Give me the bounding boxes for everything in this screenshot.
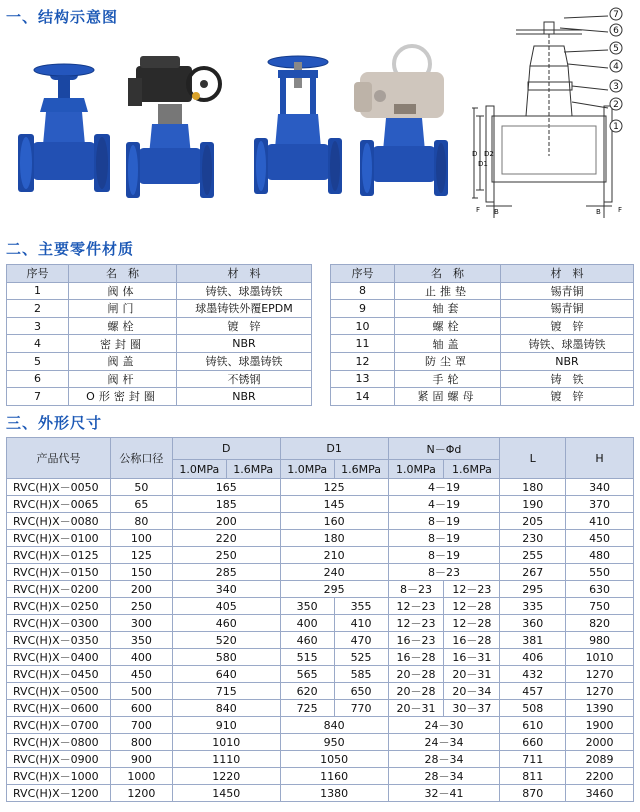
table-row	[7, 335, 312, 353]
table-row	[7, 751, 634, 768]
value-l: 180	[500, 479, 566, 496]
dim-label-B-left: B	[494, 208, 499, 216]
nominal-diameter: 1200	[110, 785, 172, 802]
value-d: 250	[172, 547, 280, 564]
svg-text:2: 2	[613, 100, 619, 110]
value-d: 405	[172, 598, 280, 615]
value-l: 230	[500, 530, 566, 547]
nominal-diameter: 200	[110, 581, 172, 598]
nominal-diameter: 125	[110, 547, 172, 564]
part-name: 轴盖	[395, 335, 501, 353]
product-code: RVC(H)X－0900	[7, 751, 111, 768]
col-header-code: 产品代号	[7, 438, 111, 479]
part-material: 铸铁、球墨铸铁	[177, 282, 312, 300]
value-n-1-6mpa: 16－28	[444, 632, 500, 649]
nominal-diameter: 80	[110, 513, 172, 530]
table-row	[7, 388, 312, 406]
value-n: 24－30	[388, 717, 500, 734]
value-l: 711	[500, 751, 566, 768]
value-n: 8－19	[388, 513, 500, 530]
table-row	[7, 479, 634, 496]
part-no: 2	[7, 300, 69, 318]
value-l: 295	[500, 581, 566, 598]
value-d1-1-0mpa: 400	[280, 615, 334, 632]
value-d1-1-6mpa: 585	[334, 666, 388, 683]
value-l: 660	[500, 734, 566, 751]
value-n-1-6mpa: 12－28	[444, 598, 500, 615]
product-code: RVC(H)X－0450	[7, 666, 111, 683]
col-header-material: 材 料	[501, 265, 634, 283]
col-header-N: N－Φd	[388, 438, 500, 460]
table-row	[331, 300, 634, 318]
value-d1: 125	[280, 479, 388, 496]
value-h: 3460	[566, 785, 634, 802]
part-material: 球墨铸铁外覆EPDM	[177, 300, 312, 318]
value-l: 406	[500, 649, 566, 666]
table-row	[7, 666, 634, 683]
part-material: NBR	[177, 335, 312, 353]
section-title-structure: 一、结构示意图	[6, 8, 119, 26]
dim-label-D1: D1	[478, 160, 488, 168]
value-n-1-6mpa: 12－28	[444, 615, 500, 632]
col-header-D-p2: 1.6MPa	[226, 460, 280, 479]
product-code: RVC(H)X－0250	[7, 598, 111, 615]
product-code: RVC(H)X－0800	[7, 734, 111, 751]
table-row	[331, 282, 634, 300]
value-d1: 1050	[280, 751, 388, 768]
value-d1-1-0mpa: 620	[280, 683, 334, 700]
col-header-name: 名 称	[395, 265, 501, 283]
part-material: 锡青铜	[501, 282, 634, 300]
part-no: 10	[331, 317, 395, 335]
value-d: 460	[172, 615, 280, 632]
value-n: 32－41	[388, 785, 500, 802]
part-no: 13	[331, 370, 395, 388]
value-n-1-0mpa: 8－23	[388, 581, 444, 598]
value-d1-1-0mpa: 460	[280, 632, 334, 649]
part-material: NBR	[177, 388, 312, 406]
table-row	[7, 564, 634, 581]
table-row	[7, 598, 634, 615]
part-name: 密封圈	[69, 335, 177, 353]
value-n-1-0mpa: 20－28	[388, 683, 444, 700]
part-no: 9	[331, 300, 395, 318]
value-d: 520	[172, 632, 280, 649]
value-d1-1-6mpa: 410	[334, 615, 388, 632]
value-h: 450	[566, 530, 634, 547]
value-h: 2200	[566, 768, 634, 785]
callout-2	[610, 98, 622, 110]
part-no: 14	[331, 388, 395, 406]
part-name: O形密封圈	[69, 388, 177, 406]
value-n: 8－23	[388, 564, 500, 581]
callout-7	[610, 8, 622, 20]
table-row	[7, 581, 634, 598]
part-material: 不锈钢	[177, 370, 312, 388]
value-l: 508	[500, 700, 566, 717]
value-h: 820	[566, 615, 634, 632]
nominal-diameter: 600	[110, 700, 172, 717]
part-material: 锡青铜	[501, 300, 634, 318]
table-row	[7, 513, 634, 530]
value-h: 750	[566, 598, 634, 615]
col-header-N-p1: 1.0MPa	[388, 460, 444, 479]
part-name: 轴套	[395, 300, 501, 318]
nominal-diameter: 250	[110, 598, 172, 615]
value-n: 8－19	[388, 547, 500, 564]
product-code: RVC(H)X－0400	[7, 649, 111, 666]
product-code: RVC(H)X－0150	[7, 564, 111, 581]
value-l: 610	[500, 717, 566, 734]
value-l: 432	[500, 666, 566, 683]
table-row	[331, 352, 634, 370]
value-n-1-0mpa: 12－23	[388, 598, 444, 615]
value-h: 1270	[566, 666, 634, 683]
part-material: 铸铁、球墨铸铁	[177, 352, 312, 370]
value-d1-1-6mpa: 470	[334, 632, 388, 649]
value-d1-1-6mpa: 770	[334, 700, 388, 717]
table-row	[7, 615, 634, 632]
value-d: 185	[172, 496, 280, 513]
col-header-D1-p2: 1.6MPa	[334, 460, 388, 479]
value-n-1-6mpa: 20－31	[444, 666, 500, 683]
part-no: 8	[331, 282, 395, 300]
value-d: 220	[172, 530, 280, 547]
value-l: 205	[500, 513, 566, 530]
value-h: 630	[566, 581, 634, 598]
value-d1-1-0mpa: 725	[280, 700, 334, 717]
value-h: 340	[566, 479, 634, 496]
value-d1: 295	[280, 581, 388, 598]
col-header-N-p2: 1.6MPa	[444, 460, 500, 479]
value-d1: 160	[280, 513, 388, 530]
part-no: 1	[7, 282, 69, 300]
valve-photo-handwheel	[12, 46, 116, 214]
value-d: 910	[172, 717, 280, 734]
product-code: RVC(H)X－0125	[7, 547, 111, 564]
value-d1-1-0mpa: 350	[280, 598, 334, 615]
nominal-diameter: 100	[110, 530, 172, 547]
value-h: 1900	[566, 717, 634, 734]
table-row	[331, 317, 634, 335]
value-d: 1220	[172, 768, 280, 785]
nominal-diameter: 700	[110, 717, 172, 734]
dim-label-D2: D2	[484, 150, 494, 158]
nominal-diameter: 800	[110, 734, 172, 751]
value-l: 190	[500, 496, 566, 513]
value-n-1-6mpa: 12－23	[444, 581, 500, 598]
product-code: RVC(H)X－0100	[7, 530, 111, 547]
value-d1: 950	[280, 734, 388, 751]
part-name: 止推垫	[395, 282, 501, 300]
table-row	[7, 768, 634, 785]
table-row	[7, 530, 634, 547]
svg-text:3: 3	[613, 82, 619, 92]
product-code: RVC(H)X－1000	[7, 768, 111, 785]
valve-photo-actuator-silver	[350, 38, 462, 214]
part-name: 防尘罩	[395, 352, 501, 370]
value-d: 200	[172, 513, 280, 530]
nominal-diameter: 50	[110, 479, 172, 496]
callout-6	[610, 24, 622, 36]
materials-table-right	[330, 264, 634, 406]
value-d: 1110	[172, 751, 280, 768]
value-h: 1270	[566, 683, 634, 700]
value-d1: 180	[280, 530, 388, 547]
value-l: 360	[500, 615, 566, 632]
value-l: 381	[500, 632, 566, 649]
value-h: 370	[566, 496, 634, 513]
nominal-diameter: 900	[110, 751, 172, 768]
product-code: RVC(H)X－0500	[7, 683, 111, 700]
value-d1: 1160	[280, 768, 388, 785]
value-d1-1-6mpa: 525	[334, 649, 388, 666]
table-row	[7, 547, 634, 564]
table-row	[331, 370, 634, 388]
nominal-diameter: 350	[110, 632, 172, 649]
valve-photo-actuator-black	[122, 48, 230, 214]
value-l: 457	[500, 683, 566, 700]
nominal-diameter: 450	[110, 666, 172, 683]
col-header-no: 序号	[331, 265, 395, 283]
svg-text:4: 4	[613, 62, 619, 72]
value-n-1-0mpa: 20－28	[388, 666, 444, 683]
table-row	[7, 785, 634, 802]
col-header-material: 材 料	[177, 265, 312, 283]
nominal-diameter: 400	[110, 649, 172, 666]
callout-3	[610, 80, 622, 92]
dim-label-D: D	[472, 150, 478, 158]
product-code: RVC(H)X－0300	[7, 615, 111, 632]
value-d1: 210	[280, 547, 388, 564]
value-l: 267	[500, 564, 566, 581]
callout-5	[610, 42, 622, 54]
nominal-diameter: 300	[110, 615, 172, 632]
value-n-1-0mpa: 20－31	[388, 700, 444, 717]
value-h: 410	[566, 513, 634, 530]
value-n-1-0mpa: 16－23	[388, 632, 444, 649]
table-row	[7, 683, 634, 700]
value-d: 1010	[172, 734, 280, 751]
value-d1: 840	[280, 717, 388, 734]
callout-1	[610, 120, 622, 132]
col-header-D-p1: 1.0MPa	[172, 460, 226, 479]
dim-label-F-right: F	[618, 206, 623, 214]
product-code: RVC(H)X－0050	[7, 479, 111, 496]
value-h: 1390	[566, 700, 634, 717]
product-code: RVC(H)X－1200	[7, 785, 111, 802]
col-header-D1: D1	[280, 438, 388, 460]
part-name: 阀体	[69, 282, 177, 300]
part-name: 紧固螺母	[395, 388, 501, 406]
part-name: 闸门	[69, 300, 177, 318]
value-l: 335	[500, 598, 566, 615]
part-material: 铸 铁	[501, 370, 634, 388]
product-code: RVC(H)X－0065	[7, 496, 111, 513]
value-n: 4－19	[388, 479, 500, 496]
product-code: RVC(H)X－0080	[7, 513, 111, 530]
value-d: 715	[172, 683, 280, 700]
value-d1: 145	[280, 496, 388, 513]
nominal-diameter: 150	[110, 564, 172, 581]
svg-text:6: 6	[613, 26, 619, 36]
nominal-diameter: 1000	[110, 768, 172, 785]
product-code: RVC(H)X－0700	[7, 717, 111, 734]
col-header-H: H	[566, 438, 634, 479]
col-header-D1-p1: 1.0MPa	[280, 460, 334, 479]
col-header-L: L	[500, 438, 566, 479]
value-n-1-6mpa: 16－31	[444, 649, 500, 666]
table-row	[331, 388, 634, 406]
value-n: 28－34	[388, 751, 500, 768]
value-n-1-6mpa: 30－37	[444, 700, 500, 717]
part-no: 3	[7, 317, 69, 335]
value-l: 255	[500, 547, 566, 564]
value-n: 24－34	[388, 734, 500, 751]
table-row	[331, 335, 634, 353]
part-no: 11	[331, 335, 395, 353]
part-no: 5	[7, 352, 69, 370]
part-no: 7	[7, 388, 69, 406]
table-row	[7, 300, 312, 318]
col-header-D: D	[172, 438, 280, 460]
value-d: 285	[172, 564, 280, 581]
col-header-dn: 公称口径	[110, 438, 172, 479]
valve-cross-section-drawing	[472, 6, 636, 228]
part-name: 螺栓	[69, 317, 177, 335]
value-h: 480	[566, 547, 634, 564]
value-d: 580	[172, 649, 280, 666]
value-n: 8－19	[388, 530, 500, 547]
value-d1-1-6mpa: 650	[334, 683, 388, 700]
table-row	[7, 632, 634, 649]
value-d1: 240	[280, 564, 388, 581]
table-row	[7, 496, 634, 513]
table-row	[7, 370, 312, 388]
section-title-materials: 二、主要零件材质	[6, 240, 135, 258]
part-material: 镀 锌	[177, 317, 312, 335]
value-d1-1-0mpa: 565	[280, 666, 334, 683]
table-row	[7, 317, 312, 335]
part-no: 4	[7, 335, 69, 353]
part-material: 镀 锌	[501, 317, 634, 335]
product-code: RVC(H)X－0600	[7, 700, 111, 717]
value-h: 550	[566, 564, 634, 581]
value-d: 840	[172, 700, 280, 717]
value-n-1-6mpa: 20－34	[444, 683, 500, 700]
part-name: 阀杆	[69, 370, 177, 388]
part-material: 铸铁、球墨铸铁	[501, 335, 634, 353]
value-l: 870	[500, 785, 566, 802]
part-no: 6	[7, 370, 69, 388]
part-name: 阀盖	[69, 352, 177, 370]
product-code: RVC(H)X－0350	[7, 632, 111, 649]
svg-text:7: 7	[613, 10, 619, 20]
value-h: 1010	[566, 649, 634, 666]
callout-4	[610, 60, 622, 72]
valve-photo-rising-stem	[250, 52, 346, 214]
dim-label-F-left: F	[476, 206, 481, 214]
dimensions-table	[6, 437, 634, 802]
table-row	[7, 734, 634, 751]
section-title-dimensions: 三、外形尺寸	[6, 414, 103, 432]
value-h: 2000	[566, 734, 634, 751]
value-d: 340	[172, 581, 280, 598]
value-n-1-0mpa: 12－23	[388, 615, 444, 632]
table-row	[7, 282, 312, 300]
table-row	[7, 649, 634, 666]
value-n: 28－34	[388, 768, 500, 785]
materials-table-left	[6, 264, 312, 406]
value-d: 640	[172, 666, 280, 683]
nominal-diameter: 65	[110, 496, 172, 513]
value-d1-1-6mpa: 355	[334, 598, 388, 615]
table-row	[7, 717, 634, 734]
part-no: 12	[331, 352, 395, 370]
table-row	[7, 352, 312, 370]
value-n: 4－19	[388, 496, 500, 513]
col-header-name: 名 称	[69, 265, 177, 283]
col-header-no: 序号	[7, 265, 69, 283]
nominal-diameter: 500	[110, 683, 172, 700]
value-l: 811	[500, 768, 566, 785]
part-material: NBR	[501, 352, 634, 370]
value-n-1-0mpa: 16－28	[388, 649, 444, 666]
value-h: 2089	[566, 751, 634, 768]
value-d: 1450	[172, 785, 280, 802]
value-h: 980	[566, 632, 634, 649]
svg-text:5: 5	[613, 44, 619, 54]
dim-label-B-right: B	[596, 208, 601, 216]
part-name: 手轮	[395, 370, 501, 388]
part-material: 镀 锌	[501, 388, 634, 406]
part-name: 螺栓	[395, 317, 501, 335]
product-code: RVC(H)X－0200	[7, 581, 111, 598]
value-d1-1-0mpa: 515	[280, 649, 334, 666]
svg-text:1: 1	[613, 122, 619, 132]
table-row	[7, 700, 634, 717]
value-d1: 1380	[280, 785, 388, 802]
value-d: 165	[172, 479, 280, 496]
